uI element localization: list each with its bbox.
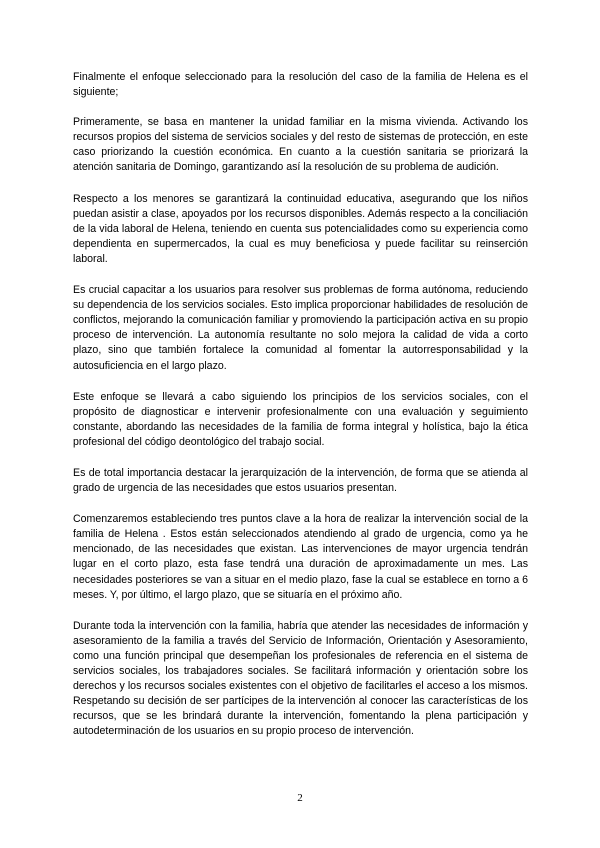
paragraph-hierarchy: Es de total importancia destacar la jerarquización de la intervención, de forma que se atienda al grado de urgencia de las necesidades que estos usuarios presentan. xyxy=(73,466,528,495)
paragraph-intro: Finalmente el enfoque seleccionado para la resolución del caso de la familia de Helena es el siguiente; xyxy=(73,71,528,99)
paragraph-autonomy: Es crucial capacitar a los usuarios para resolver sus problemas de forma autónoma, reduciendo su dependencia de los servicios sociales. Esto implica proporcionar habilidades de resolución de conflictos, mejorando la comunicación familiar y promoviendo la participación activa en su propio proceso de intervención. La autonomía resultante no solo mejora la calidad de vida a corto plazo, sino que también fortalece la comunidad al fomentar la autorresponsabilidad y la autosuficiencia en el largo plazo. xyxy=(73,284,528,372)
page-number: 2 xyxy=(297,792,303,804)
paragraph-key-points: Comenzaremos estableciendo tres puntos clave a la hora de realizar la intervención social de la familia de Helena . Estos están seleccionados atendiendo al grado de urgencia, como ya he mencionado, de las necesidades que existan. Las intervenciones de mayor urgencia tendrán lugar en el corto plazo, esta fase tendrá una duración de aproximadamente un mes. Las necesidades posteriores se van a situar en el medio plazo, fase la cual se establece en torno a 6 meses. Y, por último, el largo plazo, que se situaría en el próximo año. xyxy=(73,513,528,601)
paragraph-information-service: Durante toda la intervención con la familia, habría que atender las necesidades de información y asesoramiento de la familia a través del Servicio de Información, Orientación y Asesoramiento, como una función principal que desempeñan los profesionales de referencia en el sistema de servicios sociales, los trabajadores sociales. Se facilitará información y orientación sobre los derechos y los recursos sociales existentes con el objetivo de facilitarles el acceso a los mismos. Respetando su decisión de ser partícipes de la intervención al conocer las características de los recursos, que se les brindará durante la intervención, fomentando la plena participación y autodeterminación de los usuarios en su propio proceso de intervención. xyxy=(73,619,528,738)
paragraph-family-unit: Primeramente, se basa en mantener la unidad familiar en la misma vivienda. Activando los recursos propios del sistema de servicios sociales y del resto de sistemas de protección, en este caso priorizando la cuestión económica. En cuanto a la cuestión sanitaria se priorizará la atención sanitaria de Domingo, garantizando así la resolución de su problema de audición. xyxy=(73,116,528,174)
paragraph-principles: Este enfoque se llevará a cabo siguiendo los principios de los servicios sociales, con el propósito de diagnosticar e intervenir profesionalmente con una evaluación y seguimiento constante, abordando las necesidades de la familia de forma integral y holística, bajo la ética profesional del código deontológico del trabajo social. xyxy=(73,390,528,448)
document-page xyxy=(73,70,528,755)
paragraph-minors: Respecto a los menores se garantizará la continuidad educativa, asegurando que los niños puedan asistir a clase, apoyados por los recursos disponibles. Además respecto a la conciliación de la vida laboral de Helena, teniendo en cuenta sus potencialidades como su experiencia como dependienta en supermercados, la cual es muy beneficiosa y puede facilitar su reinserción laboral. xyxy=(73,192,528,265)
